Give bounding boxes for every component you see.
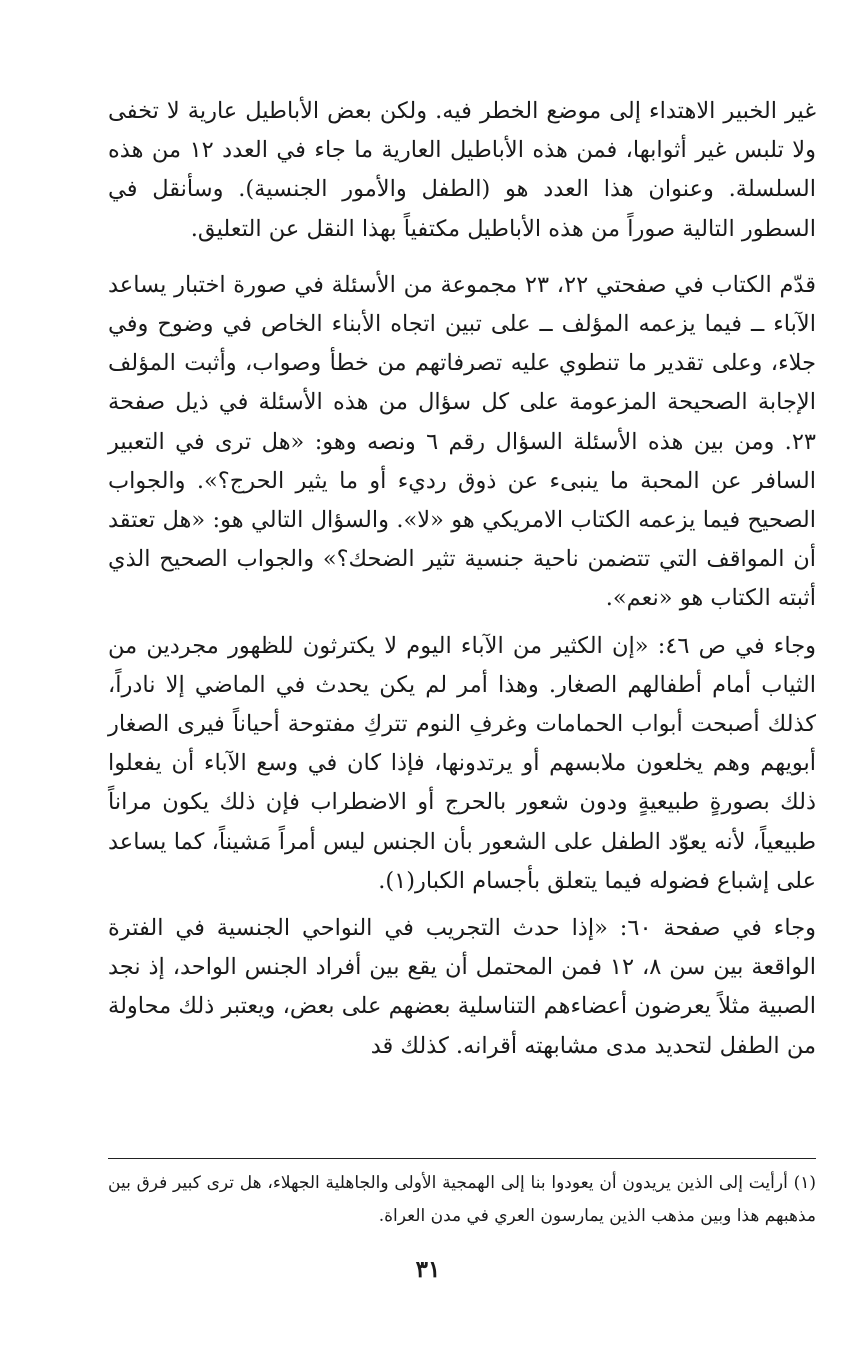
paragraph: وجاء في ص ٤٦: «إن الكثير من الآباء اليوم لا يكترثون للظهور مجردين من الثياب أمام أطفالهم الصغار. وهذا أمر لم يكن يحدث في الماضي إلا نادراً، كذلك أصبحت أبواب الحمامات وغرفِ النوم تتركِ مفتوحة أحياناً فيرى الصغار أبويهم وهم يخلعون ملابسهم أو يرتدونها، فإذا كان في وسع الآباء أن يفعلوا ذلك بصورةٍ طبيعيةٍ ودون شعور بالحرج أو الاضطراب فإن ذلك يكون مراناً طبيعياً، لأنه يعوّد الطفل على الشعور بأن الجنس ليس أمراً مَشيناً، كما يساعد على إشباع فضوله فيما يتعلق بأجسام الكبار(١). (108, 632, 816, 894)
page-body (108, 92, 816, 1066)
footnote-divider (108, 1158, 816, 1159)
paragraph: وجاء في صفحة ٦٠: «إذا حدث التجريب في النواحي الجنسية في الفترة الواقعة بين سن ٨، ١٢ فمن المحتمل أن يقع بين أفراد الجنس الواحد، إذ نجد الصبية مثلاً يعرضون أعضاءهم التناسلية بعضهم على بعض، ويعتبر ذلك محاولة من الطفل لتحديد مدى مشابهته أقرانه. كذلك قد (108, 915, 816, 1059)
footnote: (١) أرأيت إلى الذين يريدون أن يعودوا بنا إلى الهمجية الأولى والجاهلية الجهلاء، هل ترى كبير فرق بين مذهبهم هذا وبين مذهب الذين يمارسون العري في مدن العراة. (108, 1173, 816, 1226)
paragraph: غير الخبير الاهتداء إلى موضع الخطر فيه. ولكن بعض الأباطيل عارية لا تخفى ولا تلبس غير أثوابها، فمن هذه الأباطيل العارية ما جاء في العدد ١٢ من هذه السلسلة. وعنوان هذا العدد هو (الطفل والأمور الجنسية). وسأنقل في السطور التالية صوراً من هذه الأباطيل مكتفياً بهذا النقل عن التعليق. (108, 98, 817, 242)
page-number: ٣١ (415, 1256, 441, 1283)
paragraph: قدّم الكتاب في صفحتي ٢٢، ٢٣ مجموعة من الأسئلة في صورة اختبار يساعد الآباء ــ فيما يزعمه المؤلف ــ على تبين اتجاه الأبناء الخاص في وضوح وفي جلاء، وعلى تقدير ما تنطوي عليه تصرفاتهم من خطأ وصواب، وأثبت المؤلف الإجابة الصحيحة المزعومة على كل سؤال من هذه الأسئلة في ذيل صفحة ٢٣. ومن بين هذه الأسئلة السؤال رقم ٦ ونصه وهو: «هل ترى في التعبير السافر عن المحبة ما ينبىء عن ذوق رديء أو ما يثير الحرج؟». والجواب الصحيح فيما يزعمه الكتاب الامريكي هو «لا». والسؤال التالي هو: «هل تعتقد أن المواقف التي تتضمن ناحية جنسية تثير الضحك؟» والجواب الصحيح الذي أثبته الكتاب هو «نعم». (108, 271, 817, 612)
